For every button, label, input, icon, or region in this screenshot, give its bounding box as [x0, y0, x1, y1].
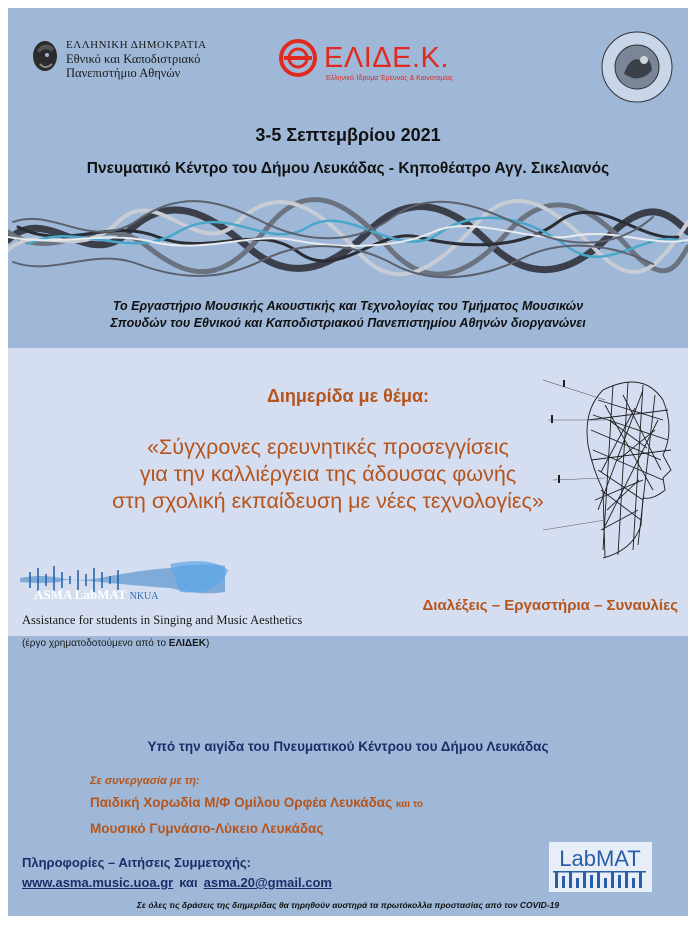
university-line: Πανεπιστήμιο Αθηνών	[66, 66, 181, 80]
municipal-seal-icon	[600, 30, 674, 104]
funding-note	[22, 638, 209, 649]
funding-prefix: (έργο χρηματοδοτούμενο από το	[22, 638, 169, 649]
ribbon-art	[8, 192, 688, 288]
event-venue: Πνευματικό Κέντρο του Δήμου Λευκάδας - Κηποθέατρο Αγγ. Σικελιανός	[86, 160, 610, 177]
elidek-name: ΕΛΙΔΕ.Κ.	[324, 42, 449, 74]
asma-name: ASMA LabMAT	[34, 587, 127, 602]
activities-line: Διαλέξεις – Εργαστήρια – Συναυλίες	[422, 597, 678, 614]
asma-suffix: NKUA	[129, 591, 159, 602]
email-link[interactable]: asma.20@gmail.com	[203, 875, 332, 890]
organizer-line: Σπουδών του Εθνικού και Καποδιστριακού Πανεπιστημίου Αθηνών διοργανώνει	[110, 316, 586, 330]
subject-title	[48, 434, 608, 515]
website-link[interactable]: www.asma.music.uoa.gr	[22, 875, 174, 890]
collaboration-partner-2: Μουσικό Γυμνάσιο-Λύκειο Λευκάδας	[90, 821, 324, 836]
partner-1-name: Παιδική Χορωδία Μ/Φ Ομίλου Ορφέα Λευκάδας	[90, 795, 393, 810]
athena-head-icon	[30, 38, 60, 74]
labmat-logo-text: LabMAT	[559, 846, 641, 871]
labmat-logo-icon	[549, 842, 652, 892]
poster	[8, 8, 688, 916]
organizer-line: Το Εργαστήριο Μουσικής Ακουστικής και Τεχνολογίας του Τμήματος Μουσικών	[112, 299, 584, 313]
university-line: Εθνικό και Καποδιστριακό	[66, 52, 201, 66]
aegis-line: Υπό την αιγίδα του Πνευματικού Κέντρου του Δήμου Λευκάδας	[147, 739, 549, 754]
organizer-text	[28, 298, 668, 332]
elidek-logo-icon	[278, 38, 318, 78]
info-label: Πληροφορίες – Αιτήσεις Συμμετοχής:	[22, 855, 251, 870]
event-date: 3-5 Σεπτεμβρίου 2021	[255, 125, 441, 145]
asma-logo-text	[34, 587, 158, 603]
covid-note: Σε όλες τις δράσεις της διημερίδας θα τηρηθούν αυστηρά τα πρωτόκολλα προστασίας από τον COVID-19	[136, 900, 560, 910]
subject-label: Διημερίδα με θέμα:	[266, 386, 430, 406]
elidek-subtitle: Ελληνικό Ίδρυμα Έρευνας & Καινοτομίας	[326, 75, 454, 82]
collaboration-partner-1	[90, 795, 423, 810]
partner-conjunction: και το	[395, 799, 424, 810]
contact-conjunction: και	[179, 875, 198, 890]
subject-title-line: «Σύγχρονες ερευνητικές προσεγγίσεις	[147, 435, 509, 459]
university-name	[66, 38, 207, 80]
university-line: ΕΛΛΗΝΙΚΗ ΔΗΜΟΚΡΑΤΙΑ	[66, 39, 207, 51]
funding-org: ΕΛΙΔΕΚ	[168, 638, 206, 649]
asma-full-name: Assistance for students in Singing and Music Aesthetics	[22, 613, 303, 627]
subject-title-line: στη σχολική εκπαίδευση με νέες τεχνολογίες»	[112, 489, 544, 513]
funding-suffix: )	[206, 638, 210, 649]
collaboration-label: Σε συνεργασία με τη:	[90, 775, 200, 787]
subject-title-line: για την καλλιέργεια της άδουσας φωνής	[139, 462, 517, 486]
contact-links	[22, 875, 332, 890]
